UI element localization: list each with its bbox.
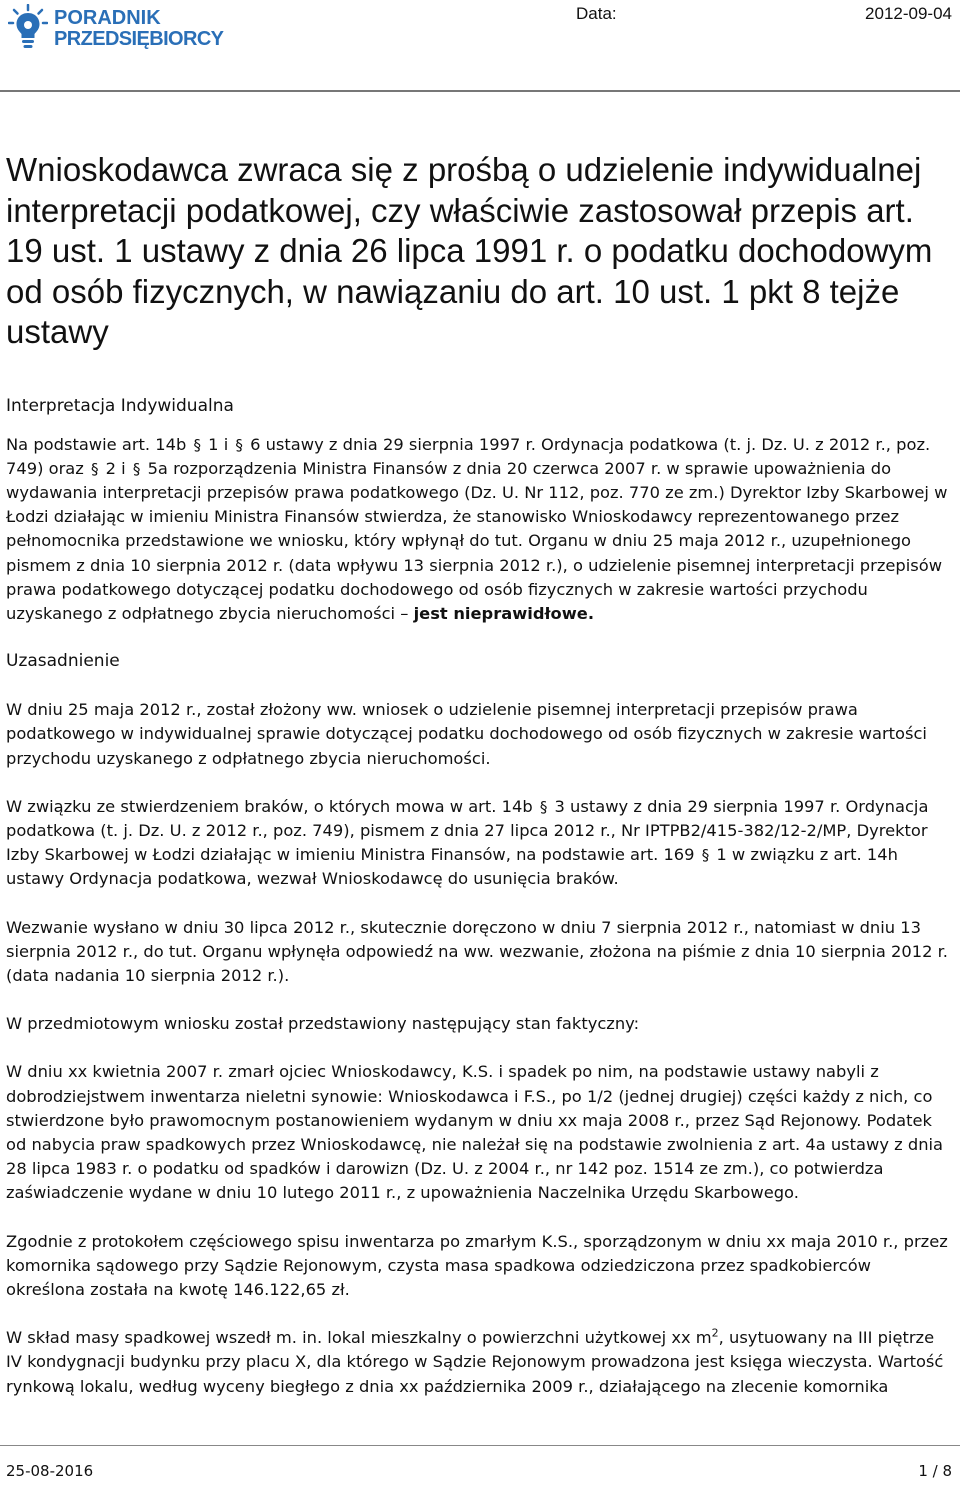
page-number: 1 / 8: [918, 1462, 952, 1480]
superscript-2: 2: [711, 1326, 719, 1340]
page-header: [0, 0, 960, 92]
header-divider: [0, 90, 960, 92]
section-sign-icon: §: [193, 435, 201, 454]
section-sign-icon: §: [701, 846, 710, 865]
brand-logo[interactable]: [8, 4, 238, 54]
logo-text-line1: PORADNIK: [54, 7, 161, 29]
date-value: 2012-09-04: [865, 4, 952, 23]
footer-date: 25-08-2016: [6, 1462, 94, 1480]
paragraph-7-text-1: W skład masy spadkowej wszedł m. in. lokal mieszkalny o powierzchni użytkowej xx m: [6, 1328, 712, 1348]
paragraph-7: [6, 1326, 951, 1399]
document-subtitle: Interpretacja Indywidualna: [6, 395, 234, 416]
paragraph-4: W przedmiotowym wniosku został przedstawiony następujący stan faktyczny:: [6, 1014, 640, 1034]
paragraph-2: [6, 795, 951, 892]
intro-text-1: Na podstawie art. 14b: [6, 434, 192, 454]
paragraph-6: Zgodnie z protokołem częściowego spisu inwentarza po zmarłym K.S., sporządzonym w dniu xx maja 2010 r., przez komornika sądowego przy Sądzie Rejonowym, czysta masa spadkowa odziedziczona przez spadkobierców określona została na kwotę 146.122,65 zł.: [6, 1231, 948, 1299]
logo-text-line2: PRZEDSIĘBIORCY: [54, 28, 224, 50]
paragraph-2-text-2: 3 ustawy z dnia 29 sierpnia 1997 r. Ordynacja podatkowa (t. j. Dz. U. z 2012 r., poz. 749), pismem z dnia 27 lipca 2012 r., Nr IPTPB2/415-382/12-2/MP, Dyrektor Izby Skarbowej w Łodzi działając w imieniu Ministra Finansów, na podstawie art. 169: [6, 796, 929, 865]
paragraph-2-text-3: 1 w związku z art. 14h ustawy Ordynacja podatkowa, wezwał Wnioskodawcę do usunięcia braków.: [6, 845, 898, 889]
section-sign-icon: §: [132, 459, 141, 478]
paragraph-3: Wezwanie wysłano w dniu 30 lipca 2012 r., skutecznie doręczono w dniu 7 sierpnia 2012 r., natomiast w dniu 13 sierpnia 2012 r., do tut. Organu wpłynęła odpowiedź na ww. wezwanie, złożona na piśmie z dnia 10 sierpnia 2012 r. (data nadania 10 sierpnia 2012 r.).: [6, 917, 948, 985]
intro-text-4: 2 i: [100, 458, 131, 478]
paragraph-7-text-2: , usytuowany na III piętrze IV kondygnacji budynku przy placu X, dla którego w Sądzie Rejonowym prowadzona jest księga wieczysta. Wartość rynkową lokalu, według wyceny biegłego z dnia xx października 2009 r., działającego na zlecenie komornika: [6, 1328, 944, 1396]
document-body: [6, 150, 951, 1399]
paragraph-2-text-1: W związku ze stwierdzeniem braków, o których mowa w art. 14b: [6, 796, 538, 816]
verdict-text: jest nieprawidłowe.: [413, 603, 594, 623]
paragraph-1: W dniu 25 maja 2012 r., został złożony ww. wniosek o udzielenie pisemnej interpretacji przepisów prawa podatkowego w indywidualnej sprawie dotyczącej podatku dochodowego od osób fizycznych w zakresie wartości przychodu uzyskanego z odpłatnego zbycia nieruchomości.: [6, 700, 927, 768]
paragraph-5: W dniu xx kwietnia 2007 r. zmarł ojciec Wnioskodawcy, K.S. i spadek po nim, na podstawie ustawy nabyli z dobrodziejstwem inwentarza nieletni synowie: Wnioskodawca i F.S., po 1/2 (jednej drugiej) części każdy z nich, co stwierdzone było prawomocnym postanowieniem wydanym w dniu xx maja 2008 r., przez Sąd Rejonowy. Podatek od nabycia praw spadkowych przez Wnioskodawcę, nie należał się na podstawie zwolnienia z art. 4a ustawy z dnia 28 lipca 1983 r. o podatku od spadków i darowizn (Dz. U. z 2004 r., nr 142 poz. 1514 ze zm.), co potwierdza zaświadczenie wydane w dniu 10 lutego 2011 r., z upoważnienia Naczelnika Urzędu Skarbowego.: [6, 1062, 944, 1203]
intro-text-5: 5a rozporządzenia Ministra Finansów z dnia 20 czerwca 2007 r. w sprawie upoważnienia do wydawania interpretacji przepisów prawa podatkowego (Dz. U. Nr 112, poz. 770 ze zm.) Dyrektor Izby Skarbowej w Łodzi działając w imieniu Ministra Finansów stwierdza, że stanowisko Wnioskodawcy reprezentowanego przez pełnomocnika przedstawione we wniosku, który wpłynął do tut. Organu w dniu 25 maja 2012 r., uzupełnionego pismem z dnia 10 sierpnia 2012 r. (data wpływu 13 sierpnia 2012 r.), o udzielenie pisemnej interpretacji przepisów prawa podatkowego dotyczącej podatku dochodowego od osób fizycznych w zakresie wartości przychodu uzyskanego z odpłatnego zbycia nieruchomości –: [6, 458, 948, 623]
document-title: Wnioskodawca zwraca się z prośbą o udzielenie indywidualnej interpretacji podatkowej, czy właściwie zastosował przepis art. 19 ust. 1 ustawy z dnia 26 lipca 1991 r. o podatku dochodowym od osób fizycznych, w nawiązaniu do art. 10 ust. 1 pkt 8 tejże ustawy: [6, 151, 933, 350]
footer-divider: [0, 1445, 960, 1446]
lightbulb-icon: [8, 4, 48, 52]
intro-text-2: 1 i: [202, 434, 234, 454]
intro-text-3: 6 ustawy z dnia 29 sierpnia 1997 r. Ordynacja podatkowa (t. j. Dz. U. z 2012 r., poz. 749) oraz: [6, 434, 931, 478]
intro-paragraph: [6, 433, 951, 627]
section-heading: Uzasadnienie: [6, 651, 120, 672]
section-sign-icon: §: [539, 797, 548, 816]
section-sign-icon: §: [90, 459, 99, 478]
section-sign-icon: §: [235, 435, 243, 454]
date-label: Data:: [576, 4, 617, 23]
